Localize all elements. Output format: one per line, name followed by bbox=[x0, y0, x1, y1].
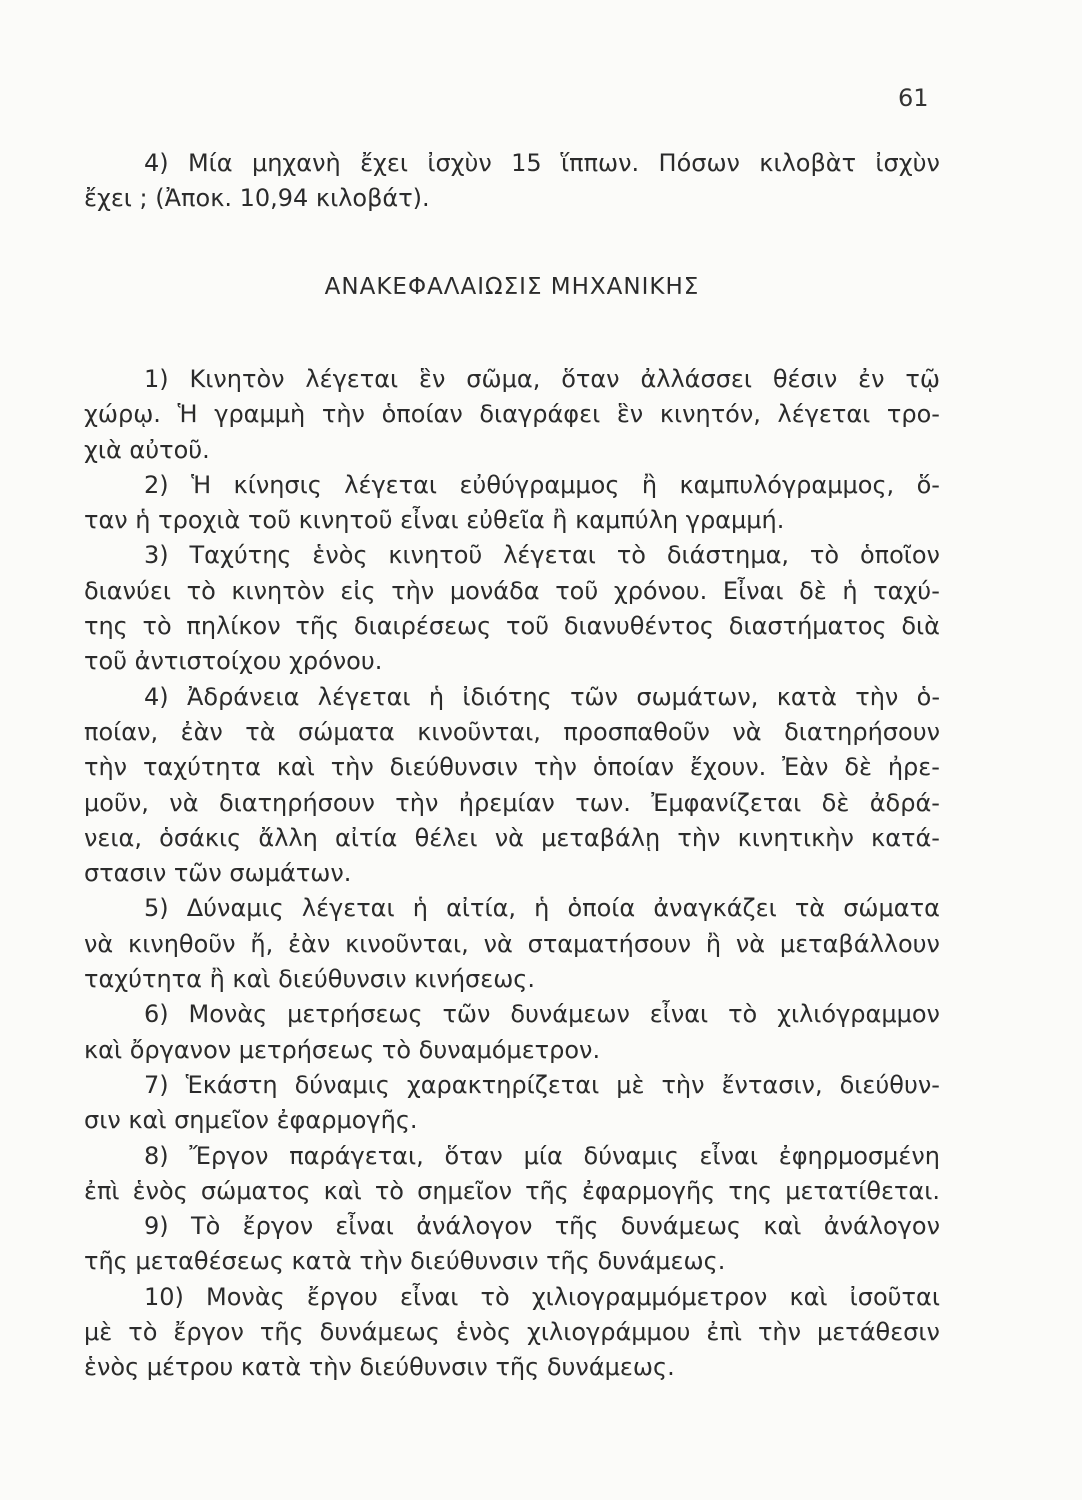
text-line: της τὸ πηλίκον τῆς διαιρέσεως τοῦ διανυθέντος διαστήματος διὰ bbox=[84, 612, 940, 641]
text-line: 1) Κινητὸν λέγεται ἓν σῶμα, ὅταν ἀλλάσσει θέσιν ἐν τῷ bbox=[144, 365, 940, 393]
text-line: τὴν ταχύτητα καὶ τὴν διεύθυνσιν τὴν ὁποίαν ἔχουν. Ἐὰν δὲ ἠρε- bbox=[84, 753, 940, 782]
text-line: καὶ ὄργανον μετρήσεως τὸ δυναμόμετρον. bbox=[84, 1035, 601, 1064]
text-line: 6) Μονὰς μετρήσεως τῶν δυνάμεων εἶναι τὸ χιλιόγραμμον bbox=[144, 1000, 940, 1029]
text-line: 8) Ἔργον παράγεται, ὅταν μία δύναμις εἶναι ἐφηρμοσμένη bbox=[144, 1141, 940, 1170]
text-line: 5) Δύναμις λέγεται ἡ αἰτία, ἡ ὁποία ἀναγκάζει τὰ σώματα bbox=[144, 894, 940, 923]
text-line: μοῦν, νὰ διατηρήσουν τὴν ἠρεμίαν των. Ἐμφανίζεται δὲ ἀδρά- bbox=[84, 788, 940, 817]
text-line: ἔχει ; (Ἀποκ. 10,94 κιλοβάτ). bbox=[84, 184, 430, 213]
text-line: χιὰ αὐτοῦ. bbox=[84, 435, 210, 464]
text-line: νεια, ὁσάκις ἄλλη αἰτία θέλει νὰ μεταβάλῃ τὴν κινητικὴν κατά- bbox=[84, 823, 940, 852]
text-line: 4) Μία μηχανὴ ἔχει ἰσχὺν 15 ἵππων. Πόσων κιλοβὰτ ἰσχὺν bbox=[144, 149, 940, 177]
text-line: ποίαν, ἐὰν τὰ σώματα κινοῦνται, προσπαθοῦν νὰ διατηρήσουν bbox=[84, 717, 940, 746]
text-line: νὰ κινηθοῦν ἤ, ἐὰν κινοῦνται, νὰ σταματήσουν ἢ νὰ μεταβάλλουν bbox=[84, 929, 940, 958]
page-number: 61 bbox=[898, 84, 929, 112]
text-line: ταν ἡ τροχιὰ τοῦ κινητοῦ εἶναι εὐθεῖα ἢ καμπύλη γραμμή. bbox=[84, 506, 785, 535]
text-line: 10) Μονὰς ἔργου εἶναι τὸ χιλιογραμμόμετρον καὶ ἰσοῦται bbox=[144, 1282, 940, 1311]
text-line: 4) Ἀδράνεια λέγεται ἡ ἰδιότης τῶν σωμάτων, κατὰ τὴν ὁ- bbox=[144, 682, 940, 711]
text-line: τῆς μεταθέσεως κατὰ τὴν διεύθυνσιν τῆς δυνάμεως. bbox=[84, 1247, 726, 1276]
text-line: 9) Τὸ ἔργον εἶναι ἀνάλογον τῆς δυνάμεως καὶ ἀνάλογον bbox=[144, 1212, 940, 1241]
exercise-paragraph bbox=[84, 146, 940, 217]
text-line: 7) Ἑκάστη δύναμις χαρακτηρίζεται μὲ τὴν ἔντασιν, διεύθυν- bbox=[144, 1070, 940, 1099]
text-line: ταχύτητα ἢ καὶ διεύθυνσιν κινήσεως. bbox=[84, 965, 536, 994]
text-line: 3) Ταχύτης ἑνὸς κινητοῦ λέγεται τὸ διάστημα, τὸ ὁποῖον bbox=[144, 541, 940, 570]
text-line: τοῦ ἀντιστοίχου χρόνου. bbox=[84, 647, 383, 676]
text-line: 2) Ἡ κίνησις λέγεται εὐθύγραμμος ἢ καμπυλόγραμμος, ὅ- bbox=[144, 470, 940, 499]
section-heading: ΑΝΑΚΕΦΑΛΑΙΩΣΙΣ ΜΗΧΑΝΙΚΗΣ bbox=[324, 274, 700, 300]
text-line: μὲ τὸ ἔργον τῆς δυνάμεως ἑνὸς χιλιογράμμου ἐπὶ τὴν μετάθεσιν bbox=[84, 1318, 940, 1347]
summary-body bbox=[84, 362, 940, 1386]
text-line: σιν καὶ σημεῖον ἐφαρμογῆς. bbox=[84, 1106, 418, 1135]
text-line: ἑνὸς μέτρου κατὰ τὴν διεύθυνσιν τῆς δυνάμεως. bbox=[84, 1353, 675, 1382]
text-line: χώρῳ. Ἡ γραμμὴ τὴν ὁποίαν διαγράφει ἓν κινητόν, λέγεται τρο- bbox=[84, 400, 940, 429]
text-line: ἐπὶ ἑνὸς σώματος καὶ τὸ σημεῖον τῆς ἐφαρμογῆς της μετατίθεται. bbox=[84, 1176, 940, 1205]
text-line: στασιν τῶν σωμάτων. bbox=[84, 859, 352, 888]
text-line: διανύει τὸ κινητὸν εἰς τὴν μονάδα τοῦ χρόνου. Εἶναι δὲ ἡ ταχύ- bbox=[84, 576, 940, 605]
